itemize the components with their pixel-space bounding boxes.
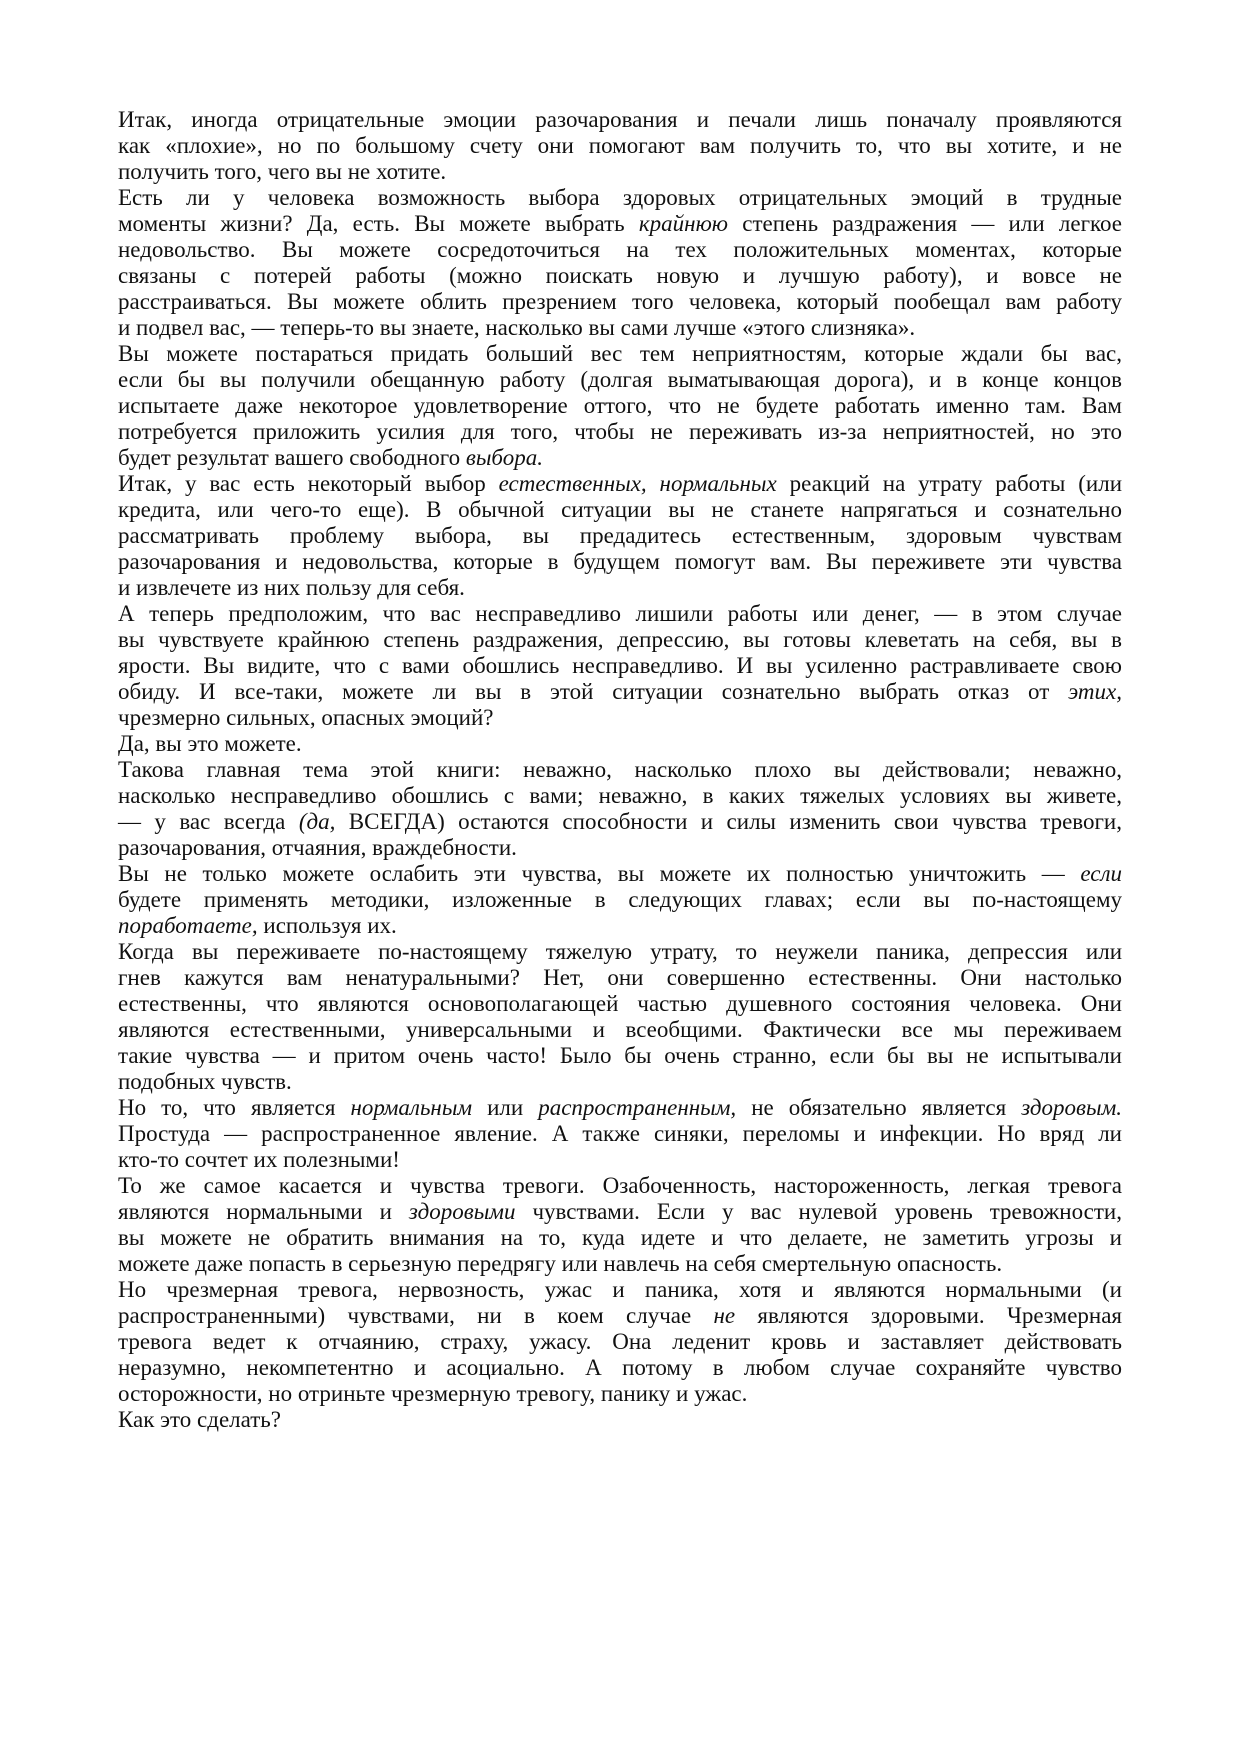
paragraph bbox=[118, 471, 1122, 601]
text-line: если бы вы получили обещанную работу (долгая выматывающая дорога), и в конце концов bbox=[118, 367, 1122, 392]
text-line: естественны, что являются основополагающей частью душевного состояния человека. Они bbox=[118, 991, 1122, 1016]
text-line: Но чрезмерная тревога, нервозность, ужас и паника, хотя и являются нормальными (и bbox=[118, 1277, 1122, 1302]
text-segment: степень раздражения — или легкое bbox=[728, 211, 1123, 236]
text-line: потребуется приложить усилия для того, чтобы не переживать из-за неприятностей, но это bbox=[118, 419, 1122, 444]
text-line: кто-то сочтет их полезными! bbox=[118, 1147, 400, 1172]
text-line: Да, вы это можете. bbox=[118, 731, 302, 756]
text-line: чрезмерно сильных, опасных эмоций? bbox=[118, 705, 494, 730]
text-line: Такова главная тема этой книги: неважно, насколько плохо вы действовали; неважно, bbox=[118, 757, 1122, 782]
text-line: и подвел вас, — теперь-то вы знаете, насколько вы сами лучше «этого слизняка». bbox=[118, 315, 916, 340]
italic-text: крайнюю bbox=[638, 211, 729, 236]
paragraph bbox=[118, 1173, 1122, 1277]
text-line: разочарования и недовольства, которые в будущем помогут вам. Вы переживете эти чувства bbox=[118, 549, 1122, 574]
italic-text: этих, bbox=[1068, 679, 1122, 704]
text-segment: ВСЕГДА) остаются способности и силы изменить свои чувства тревоги, bbox=[335, 809, 1122, 834]
paragraph bbox=[118, 731, 1122, 757]
paragraph bbox=[118, 341, 1122, 471]
italic-text: здоровым. bbox=[1021, 1095, 1122, 1120]
text-segment: являются здоровыми. Чрезмерная bbox=[735, 1303, 1122, 1328]
paragraph bbox=[118, 1095, 1122, 1173]
text-line: будете применять методики, изложенные в следующих главах; если вы по-настоящему bbox=[118, 887, 1122, 912]
text-segment: Вы не только можете ослабить эти чувства, вы можете их полностью уничтожить — bbox=[118, 861, 1081, 886]
text-line bbox=[118, 913, 1122, 939]
text-line: являются естественными, универсальными и всеобщими. Фактически все мы переживаем bbox=[118, 1017, 1122, 1042]
text-segment: — у вас всегда bbox=[118, 809, 299, 834]
text-line: осторожности, но отриньте чрезмерную тревогу, панику и ужас. bbox=[118, 1381, 748, 1406]
paragraph bbox=[118, 185, 1122, 341]
text-segment: не обязательно является bbox=[736, 1095, 1022, 1120]
text-line: тревога ведет к отчаянию, страху, ужасу. Она леденит кровь и заставляет действовать bbox=[118, 1329, 1122, 1354]
text-segment: или bbox=[472, 1095, 539, 1120]
paragraph bbox=[118, 601, 1122, 731]
text-line: недовольство. Вы можете сосредоточиться на тех положительных моментах, которые bbox=[118, 237, 1122, 262]
paragraph bbox=[118, 939, 1122, 1095]
text-segment: моменты жизни? Да, есть. Вы можете выбрать bbox=[118, 211, 639, 236]
italic-text: не bbox=[713, 1303, 736, 1328]
text-line bbox=[118, 211, 1122, 237]
text-line: Вы можете постараться придать больший вес тем неприятностям, которые ждали бы вас, bbox=[118, 341, 1122, 366]
text-line: испытаете даже некоторое удовлетворение оттого, что не будете работать именно там. Вам bbox=[118, 393, 1122, 418]
text-segment: чувствами. Если у вас нулевой уровень тревожности, bbox=[515, 1199, 1122, 1224]
italic-text: здоровыми bbox=[408, 1199, 516, 1224]
text-line: можете даже попасть в серьезную передрягу или навлечь на себя смертельную опасность. bbox=[118, 1251, 1003, 1276]
text-line bbox=[118, 861, 1122, 887]
italic-text: нормальным bbox=[350, 1095, 473, 1120]
text-segment: Итак, у вас есть некоторый выбор bbox=[118, 471, 499, 496]
italic-text: если bbox=[1080, 861, 1122, 886]
italic-text: распространенным, bbox=[538, 1095, 737, 1120]
text-line: как «плохие», но по большому счету они помогают вам получить то, что вы хотите, и не bbox=[118, 133, 1122, 158]
text-segment: Но то, что является bbox=[118, 1095, 351, 1120]
paragraph bbox=[118, 1277, 1122, 1407]
text-line: вы чувствуете крайнюю степень раздражения, депрессию, вы готовы клеветать на себя, вы в bbox=[118, 627, 1122, 652]
text-line: насколько несправедливо обошлись с вами; неважно, в каких тяжелых условиях вы живете, bbox=[118, 783, 1122, 808]
text-line: ярости. Вы видите, что с вами обошлись несправедливо. И вы усиленно растравливаете свою bbox=[118, 653, 1122, 678]
document-page bbox=[118, 107, 1122, 1433]
text-line: разочарования, отчаяния, враждебности. bbox=[118, 835, 517, 860]
paragraph bbox=[118, 861, 1122, 939]
text-segment: обиду. И все-таки, можете ли вы в этой ситуации сознательно выбрать отказ от bbox=[118, 679, 1069, 704]
paragraph bbox=[118, 1407, 1122, 1433]
text-line: и извлечете из них пользу для себя. bbox=[118, 575, 465, 600]
italic-text: (да, bbox=[298, 809, 336, 834]
text-line bbox=[118, 809, 1122, 835]
text-segment: используя их. bbox=[257, 913, 397, 938]
text-line: такие чувства — и притом очень часто! Было бы очень странно, если бы вы не испытывали bbox=[118, 1043, 1122, 1068]
text-line: вы можете не обратить внимания на то, куда идете и что делаете, не заметить угрозы и bbox=[118, 1225, 1122, 1250]
text-segment: реакций на утрату работы (или bbox=[776, 471, 1123, 496]
text-line: Когда вы переживаете по-настоящему тяжелую утрату, то неужели паника, депрессия или bbox=[118, 939, 1122, 964]
text-line bbox=[118, 1303, 1122, 1329]
text-segment: будет результат вашего свободного bbox=[118, 445, 466, 470]
italic-text: естественных, нормальных bbox=[498, 471, 777, 496]
text-line: неразумно, некомпетентно и асоциально. А потому в любом случае сохраняйте чувство bbox=[118, 1355, 1122, 1380]
text-line: Итак, иногда отрицательные эмоции разочарования и печали лишь поначалу проявляются bbox=[118, 107, 1122, 132]
text-line: А теперь предположим, что вас несправедливо лишили работы или денег, — в этом случае bbox=[118, 601, 1122, 626]
text-line: подобных чувств. bbox=[118, 1069, 292, 1094]
text-segment: распространенными) чувствами, ни в коем случае bbox=[118, 1303, 714, 1328]
text-line: Есть ли у человека возможность выбора здоровых отрицательных эмоций в трудные bbox=[118, 185, 1122, 210]
text-line bbox=[118, 471, 1122, 497]
paragraph bbox=[118, 757, 1122, 861]
text-line bbox=[118, 445, 1122, 471]
text-segment: являются нормальными и bbox=[118, 1199, 409, 1224]
text-line: связаны с потерей работы (можно поискать новую и лучшую работу), и вовсе не bbox=[118, 263, 1122, 288]
text-line: Простуда — распространенное явление. А также синяки, переломы и инфекции. Но вряд ли bbox=[118, 1121, 1122, 1146]
text-line: кредита, или чего-то еще). В обычной ситуации вы не станете напрягаться и сознательно bbox=[118, 497, 1122, 522]
text-line: получить того, чего вы не хотите. bbox=[118, 159, 447, 184]
text-line: рассматривать проблему выбора, вы предадитесь естественным, здоровым чувствам bbox=[118, 523, 1122, 548]
italic-text: выбора. bbox=[465, 445, 543, 470]
text-line bbox=[118, 1199, 1122, 1225]
text-line: расстраиваться. Вы можете облить презрением того человека, который пообещал вам работу bbox=[118, 289, 1122, 314]
text-line bbox=[118, 679, 1122, 705]
italic-text: поработаете, bbox=[118, 913, 258, 938]
text-line bbox=[118, 1095, 1122, 1121]
paragraph bbox=[118, 107, 1122, 185]
text-line: Как это сделать? bbox=[118, 1407, 281, 1432]
text-line: То же самое касается и чувства тревоги. Озабоченность, настороженность, легкая тревога bbox=[118, 1173, 1122, 1198]
text-line: гнев кажутся вам ненатуральными? Нет, они совершенно естественны. Они настолько bbox=[118, 965, 1122, 990]
